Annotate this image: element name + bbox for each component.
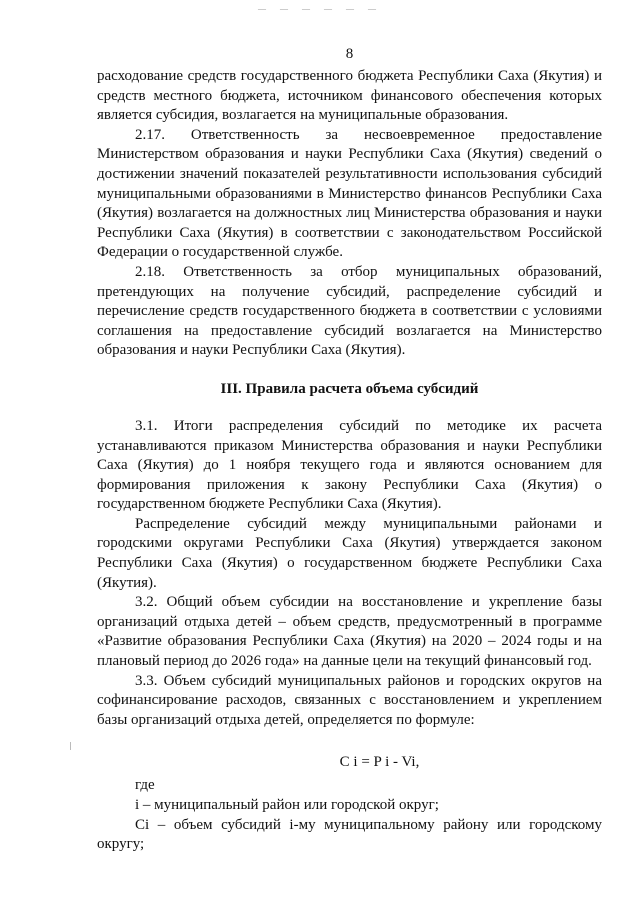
margin-mark [70,742,71,750]
formula: C i = P i - Vi, [339,754,420,771]
paragraph-2-18: 2.18. Ответственность за отбор муниципальных образований, претендующих на получение субсидий, распределение субсидий и перечисление средств государственного бюджета в соответствии с условиями соглашения на предоставление субсидий возлагается на Министерство образования и науки Республики Саха (Якутия). [97,263,602,359]
definition-i: i – муниципальный район или городской округ; [135,797,439,813]
where-label: где [135,777,155,794]
page-number: 8 [345,46,354,62]
top-marks: — — — — — — [258,4,382,13]
paragraph-3-1: 3.1. Итоги распределения субсидий по методике их расчета устанавливаются приказом Министерства образования и науки Республики Саха (Якутия) до 1 ноября текущего года и являются основанием для формирования приложения к закону Республики Саха (Якутия) о государственном бюджете Республики Саха (Якутия). [97,417,602,513]
paragraph-3-3: 3.3. Объем субсидий муниципальных районов и городских округов на софинансирование расходов, связанных с восстановлением и укреплением базы организаций отдыха детей, определяется по формуле: [97,672,602,728]
paragraph-2-17: 2.17. Ответственность за несвоевременное предоставление Министерством образования и науки Республики Саха (Якутия) сведений о достижении значений показателей результативности использования субсидий муниципальными образованиями в Министерство финансов Республики Саха (Якутия) возлагается на должностных лиц Министерства образования и науки Республики Саха (Якутия) в соответствии с законодательством Российской Федерации о государственной службе. [97,126,602,261]
section-heading: III. Правила расчета объема субсидий [220,380,479,397]
definition-ci: Ci – объем субсидий i-му муниципальному району или городскому округу; [97,816,602,853]
paragraph-continuation: расходование средств государственного бюджета Республики Саха (Якутия) и средств местного бюджета, источником финансового обеспечения которых является субсидия, возлагается на муниципальные образования. [97,68,602,124]
paragraph-3-2: 3.2. Общий объем субсидии на восстановление и укрепление базы организаций отдыха детей – объем средств, предусмотренный в программе «Развитие образования Республики Саха (Якутия) на 2020 – 2024 годы и на плановый период до 2026 года» на данные цели на текущий финансовый год. [97,594,602,670]
paragraph-distribution: Распределение субсидий между муниципальными районами и городскими округами Республики Саха (Якутия) утверждается законом Республики Саха (Якутия) о государственном бюджете Республики Саха (Якутия). [97,515,602,591]
